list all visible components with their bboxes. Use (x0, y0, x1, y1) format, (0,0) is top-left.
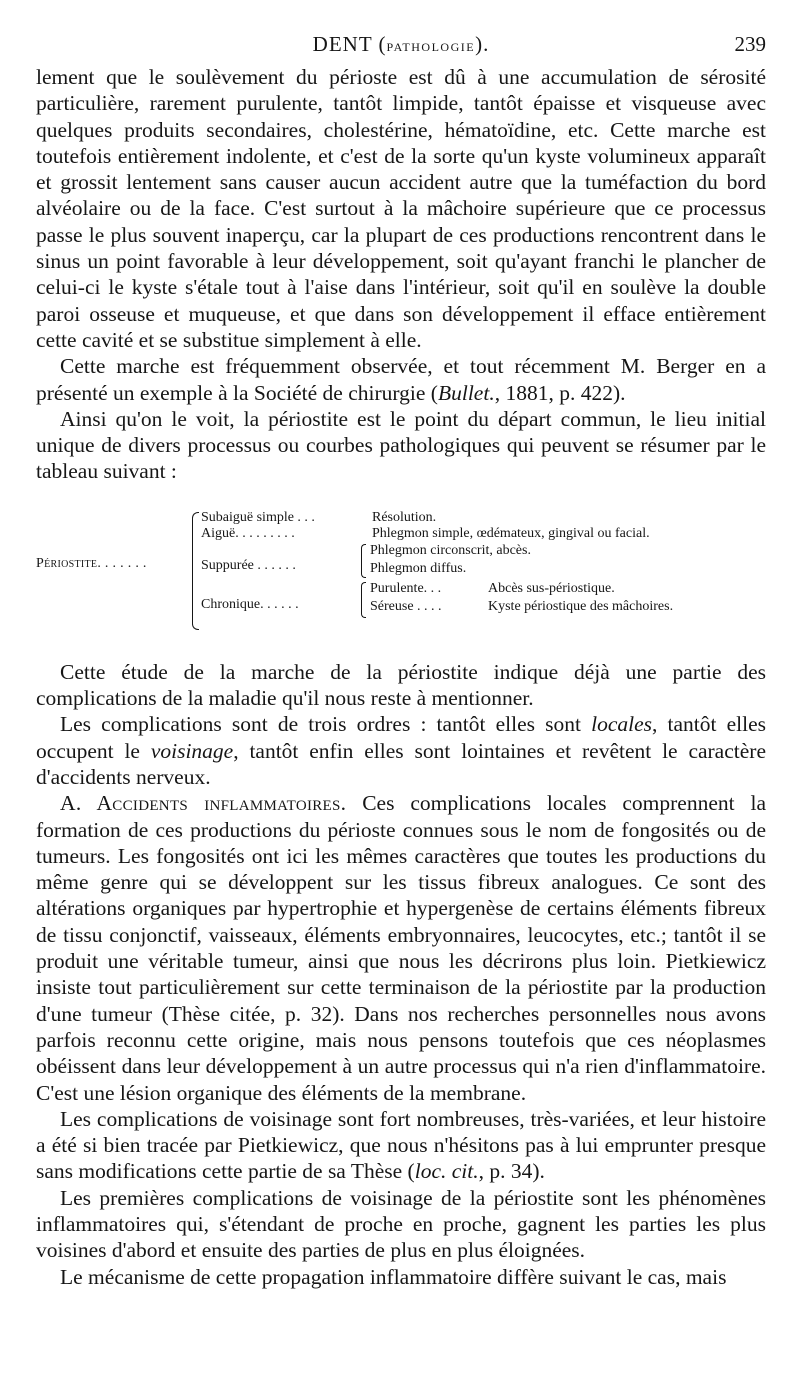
citation-italic: loc. cit. (414, 1159, 479, 1184)
chronique-sereuse-label: Séreuse . . . . (370, 598, 442, 614)
table-root-label: Périostite. . . . . . . (36, 555, 147, 571)
paragraph-premieres-complications: Les premières complications de voisinage de la périostite sont les phénomènes inflammatoires qui, s'étendant de proche en proche, gagnent les parties les plus voisines d'abord et ensuite des parties de plus en plus éloignées. (36, 1185, 766, 1263)
running-head-end: ). (475, 32, 490, 56)
running-head-subtitle: pathologie (386, 36, 476, 55)
chronique-purulente-result: Abcès sus-périostique. (488, 580, 615, 596)
row-subaigue-label: Subaiguë simple . . . (201, 509, 315, 525)
text-run: , tantôt elles occupent le (36, 712, 766, 763)
page-number: 239 (734, 32, 766, 56)
paragraph-intro-table: Ainsi qu'on le voit, la périostite est le point du départ commun, le lieu initial unique de divers processus ou courbes pathologiques qui peuvent se résumer par le tableau suivant : (36, 406, 766, 484)
text-run: , p. 34). (478, 1159, 545, 1184)
row-chronique-label: Chronique. . . . . . (201, 596, 299, 612)
text-run: Cette marche est fréquemment observée, et tout récemment M. Berger en a présenté un exemple à la Société de chirurgie ( (36, 354, 766, 405)
section-label: A. Accidents inflammatoires. (60, 791, 347, 816)
text-run: , 1881, p. 422). (494, 380, 626, 405)
paragraph-voisinage (36, 1106, 766, 1185)
paragraph-mecanisme: Le mécanisme de cette propagation inflammatoire diffère suivant le cas, mais (60, 1264, 727, 1289)
text-run: Ces complications locales comprennent la formation de ces productions du périoste connues sous le nom de fongosités ou de tumeurs. Les fongosités ont ici les mêmes caractères que toutes les productions du même genre qui se développent sur les tissus fibreux analogues. Ce sont des altérations organiques par hypertrophie et hypergenèse de certains éléments fibreux de tissu conjonctif, vaisseaux, éléments embryonnaires, leucocytes, etc.; tantôt il se produit une véritable tumeur, ainsi que nous les décrirons plus loin. Pietkiewicz insiste tout particulièrement sur cette terminaison de la périostite par la production d'une tumeur (Thèse citée, p. 32). Dans nos recherches personnelles nous avons parfois reconnu cette origine, mais nous pensons toutefois que ces néoplasmes obéissent dans leur développement à un autre processus qui n'a rien d'inflammatoire. C'est une lésion organique des éléments de la membrane. (36, 791, 767, 1105)
classification-table (36, 510, 766, 632)
paragraph-three-orders (36, 711, 766, 790)
suppuree-result-1: Phlegmon circonscrit, abcès. (370, 542, 531, 558)
term-italic-locales: locales (591, 712, 653, 737)
paragraph-berger (36, 353, 766, 406)
page-body (36, 64, 766, 1290)
suppuree-brace (361, 544, 366, 578)
paragraph-complications-intro: Cette étude de la marche de la périostite indique déjà une partie des complications de la maladie qu'il nous reste à mentionner. (36, 659, 766, 711)
row-subaigue-result: Résolution. (372, 509, 437, 525)
term-italic-voisinage: voisinage (150, 738, 234, 763)
text-run: , tantôt enfin elles sont lointaines et revêtent le caractère d'accidents nerveux. (36, 738, 766, 789)
row-suppuree-label: Suppurée . . . . . . (201, 557, 296, 573)
main-brace (192, 512, 199, 630)
running-head-main: DENT ( (312, 32, 387, 56)
text-run: Les complications sont de trois ordres : tantôt elles sont (60, 712, 592, 737)
page-header (36, 32, 766, 56)
chronique-sereuse-result: Kyste périostique des mâchoires. (488, 598, 674, 614)
row-aigue-label: Aiguë. . . . . . . . . (201, 525, 295, 541)
suppuree-result-2: Phlegmon diffus. (370, 560, 467, 576)
paragraph-continuation: lement que le soulèvement du périoste est dû à une accumulation de sérosité particulière, rarement purulente, tantôt limpide, tantôt épaisse et visqueuse avec quelques produits secondaires, cholestérine, hématoïdine, etc. Cette marche est toutefois entièrement indolente, et c'est de la sorte qu'un kyste volumineux apparaît et grossit lentement sans causer aucun accident autre que la tuméfaction du bord alvéolaire ou de la face. C'est surtout à la mâchoire supérieure que ce processus passe le plus souvent inaperçu, car la plupart de ces productions rencontrent dans le sinus un point favorable à leur développement, soit qu'ayant franchi le plancher de celui-ci le kyste s'étale tout à l'aise dans l'intérieur, soit qu'il en soulève la double paroi osseuse et muqueuse, et que dans son développement il efface entièrement cette cavité et se substitue simplement à elle. (36, 65, 766, 352)
running-head (36, 32, 766, 57)
chronique-purulente-label: Purulente. . . (370, 580, 442, 596)
paragraph-accidents-inflammatoires (36, 790, 766, 1106)
text-run: Les complications de voisinage sont fort nombreuses, très-variées, et leur histoire a été si bien tracée par Pietkiewicz, que nous n'hésitons pas à lui emprunter presque sans modifications cette partie de sa Thèse ( (36, 1106, 766, 1184)
row-aigue-result: Phlegmon simple, œdémateux, gingival ou facial. (372, 525, 650, 541)
chronique-brace (361, 582, 366, 618)
citation-italic: Bullet. (437, 380, 495, 405)
